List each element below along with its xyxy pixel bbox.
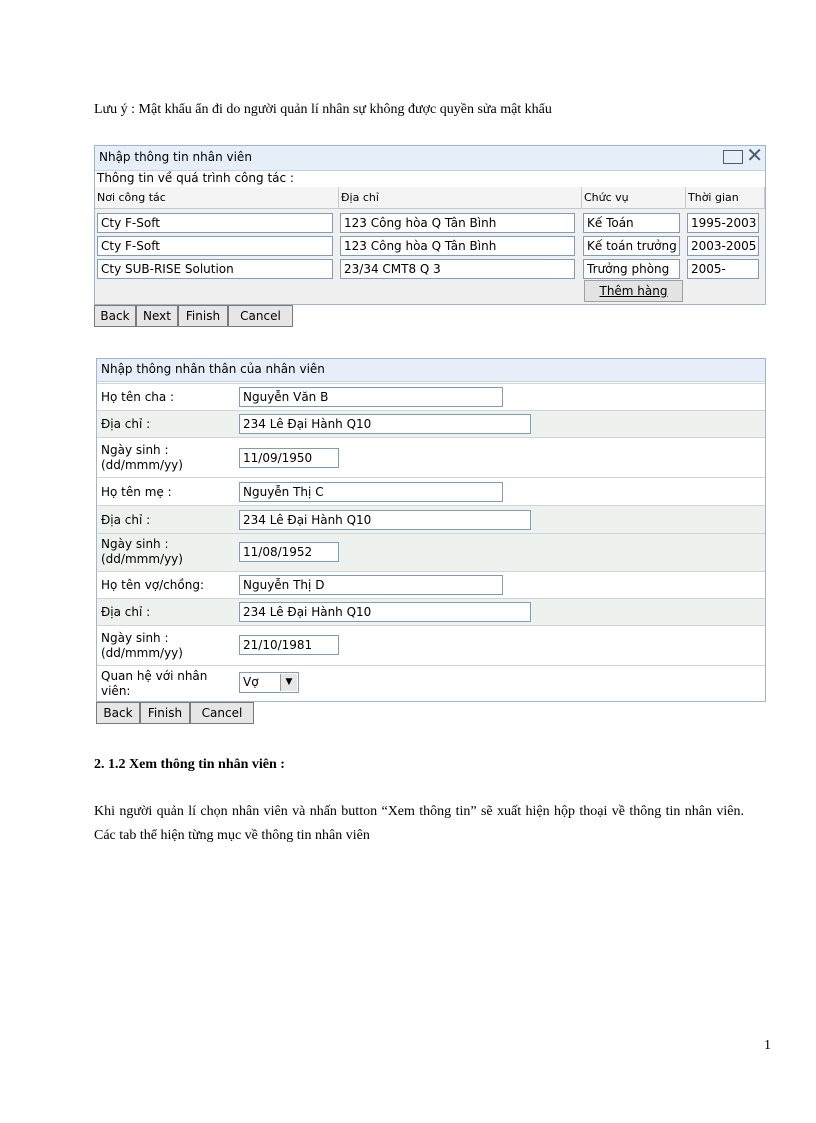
back-button[interactable]: Back — [94, 305, 136, 327]
column-header: Nơi công tác — [95, 187, 339, 209]
section-subtitle: Thông tin về quá trình công tác : — [97, 171, 294, 185]
date-format-hint: (dd/mmm/yy) — [101, 646, 183, 660]
add-row-button[interactable] — [584, 280, 683, 302]
cancel-button[interactable]: Cancel — [228, 305, 293, 327]
cell-company[interactable]: Cty SUB-RISE Solution — [97, 259, 333, 279]
cell-position[interactable]: Kế toán trưởng — [583, 236, 680, 256]
cell-address[interactable]: 123 Công hòa Q Tân Bình — [340, 213, 575, 233]
work-history-table — [95, 187, 765, 304]
cell-period[interactable]: 2003-2005 — [687, 236, 759, 256]
section-heading: 2. 1.2 Xem thông tin nhân viên : — [94, 757, 285, 772]
spouse-address-label: Địa chỉ : — [101, 605, 151, 619]
relation-label-cont: viên: — [101, 684, 131, 698]
father-dob-label: Ngày sinh : — [101, 443, 169, 457]
back-button[interactable]: Back — [96, 702, 140, 724]
dialog-title: Nhập thông tin nhân viên — [99, 150, 252, 164]
close-icon[interactable]: ✕ — [746, 143, 763, 167]
father-name-input[interactable]: Nguyễn Văn B — [239, 387, 503, 407]
column-header: Thời gian — [686, 187, 765, 209]
father-dob-input[interactable]: 11/09/1950 — [239, 448, 339, 468]
chevron-down-icon[interactable]: ▼ — [280, 674, 297, 691]
next-button[interactable]: Next — [136, 305, 178, 327]
cell-company[interactable]: Cty F-Soft — [97, 213, 333, 233]
form-row — [97, 410, 765, 437]
form-row — [97, 383, 765, 410]
cancel-button[interactable]: Cancel — [190, 702, 254, 724]
cell-position[interactable]: Trưởng phòng — [583, 259, 680, 279]
form-row — [97, 625, 765, 665]
cell-address[interactable]: 123 Công hòa Q Tân Bình — [340, 236, 575, 256]
father-address-label: Địa chỉ : — [101, 417, 151, 431]
father-name-label: Họ tên cha : — [101, 390, 175, 404]
form-row — [97, 598, 765, 625]
work-history-dialog — [94, 145, 766, 305]
spouse-dob-label: Ngày sinh : — [101, 631, 169, 645]
page-number: 1 — [764, 1038, 771, 1053]
note-text: Lưu ý : Mật khẩu ẩn đi do người quản lí nhân sự không được quyền sửa mật khẩu — [94, 102, 552, 117]
cell-position[interactable]: Kế Toán — [583, 213, 680, 233]
form-row — [97, 437, 765, 477]
form-row — [97, 665, 765, 701]
spouse-name-input[interactable]: Nguyễn Thị D — [239, 575, 503, 595]
father-address-input[interactable]: 234 Lê Đại Hành Q10 — [239, 414, 531, 434]
finish-button[interactable]: Finish — [140, 702, 190, 724]
body-paragraph: Khi người quản lí chọn nhân viên và nhấn button “Xem thông tin” sẽ xuất hiện hộp thoại về thông tin nhân viên. Các tab thể hiện từng mục về thông tin nhân viên — [94, 804, 744, 843]
dialog-title: Nhập thông nhân thân của nhân viên — [101, 362, 325, 376]
column-header: Chức vụ — [582, 187, 686, 209]
date-format-hint: (dd/mmm/yy) — [101, 458, 183, 472]
mother-dob-label: Ngày sinh : — [101, 537, 169, 551]
mother-address-input[interactable]: 234 Lê Đại Hành Q10 — [239, 510, 531, 530]
spouse-address-input[interactable]: 234 Lê Đại Hành Q10 — [239, 602, 531, 622]
family-info-dialog — [96, 358, 766, 702]
finish-button[interactable]: Finish — [178, 305, 228, 327]
relation-label: Quan hệ với nhân — [101, 669, 208, 683]
form-row — [97, 477, 765, 505]
date-format-hint: (dd/mmm/yy) — [101, 552, 183, 566]
cell-period[interactable]: 2005- — [687, 259, 759, 279]
relation-select[interactable] — [239, 672, 299, 693]
mother-name-input[interactable]: Nguyễn Thị C — [239, 482, 503, 502]
add-row-label: Thêm hàng — [599, 284, 668, 298]
cell-period[interactable]: 1995-2003 — [687, 213, 759, 233]
dialog-title-bar — [95, 143, 765, 171]
maximize-icon[interactable] — [723, 150, 743, 164]
form-row — [97, 571, 765, 598]
cell-company[interactable]: Cty F-Soft — [97, 236, 333, 256]
mother-name-label: Họ tên mẹ : — [101, 485, 172, 499]
form-row — [97, 505, 765, 533]
cell-address[interactable]: 23/34 CMT8 Q 3 — [340, 259, 575, 279]
mother-address-label: Địa chỉ : — [101, 513, 151, 527]
column-header: Địa chỉ — [339, 187, 582, 209]
relation-value: Vợ — [243, 675, 259, 689]
spouse-name-label: Họ tên vợ/chồng: — [101, 578, 204, 592]
mother-dob-input[interactable]: 11/08/1952 — [239, 542, 339, 562]
spouse-dob-input[interactable]: 21/10/1981 — [239, 635, 339, 655]
form-row — [97, 533, 765, 571]
dialog-title-bar — [97, 359, 765, 382]
